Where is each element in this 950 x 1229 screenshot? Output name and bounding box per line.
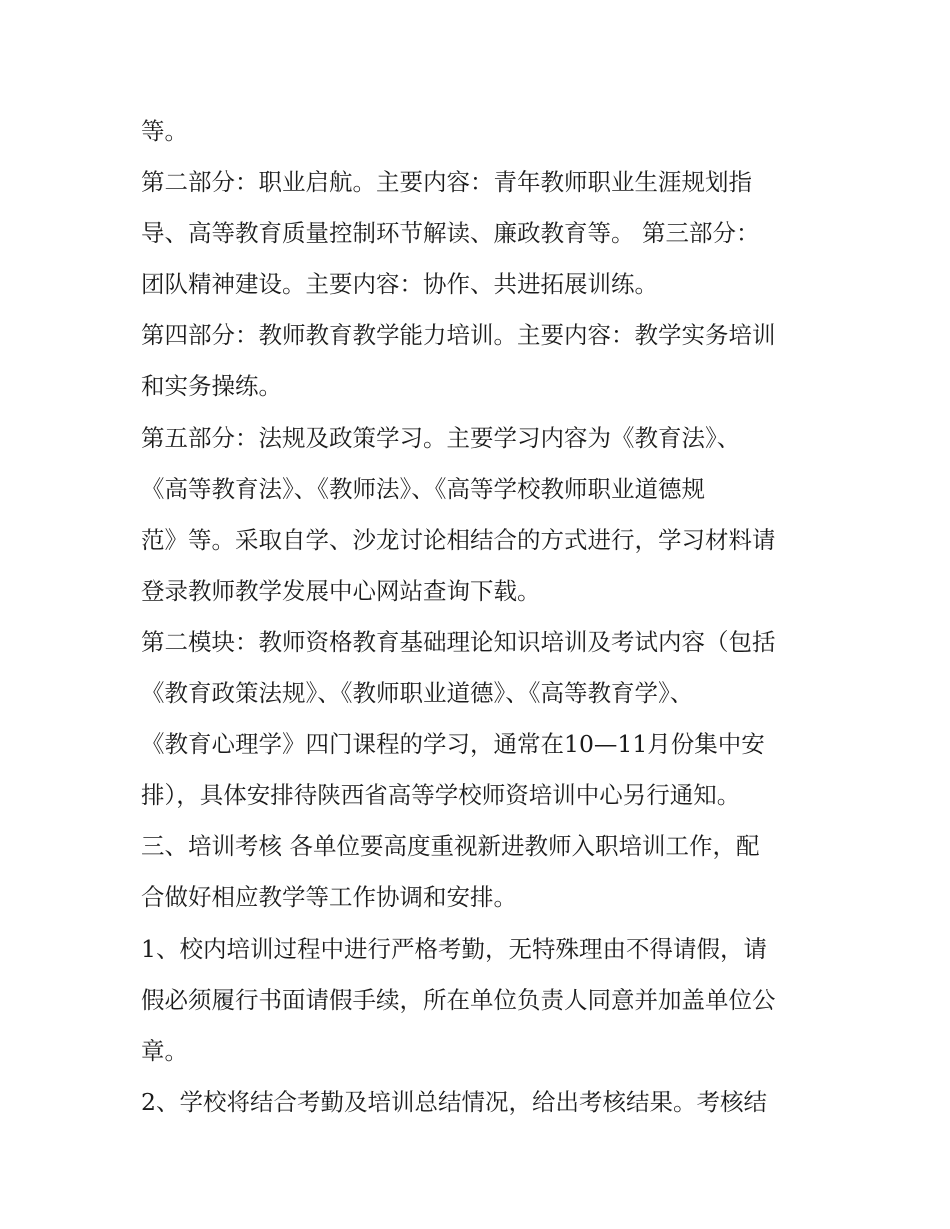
text-line: 《高等教育法》、《教师法》、《高等学校教师职业道德规	[141, 474, 705, 503]
text-line: 假必须履行书面请假手续，所在单位负责人同意并加盖单位公	[141, 985, 776, 1014]
text-line: 合做好相应教学等工作协调和安排。	[141, 883, 517, 912]
text-line: 导、高等教育质量控制环节解读、廉政教育等。 第三部分：	[141, 219, 760, 248]
text-line: 等。	[141, 117, 188, 145]
text-line: 第二模块：教师资格教育基础理论知识培训及考试内容（包括	[141, 627, 776, 656]
text-line: 2、学校将结合考勤及培训总结情况，给出考核结果。考核结	[141, 1087, 767, 1116]
document-body	[141, 106, 831, 1128]
text-line: 第四部分：教师教育教学能力培训。主要内容：教学实务培训	[141, 321, 776, 350]
text-line: 第五部分：法规及政策学习。主要学习内容为《教育法》、	[141, 423, 741, 452]
text-line: 《教育心理学》四门课程的学习，通常在10—11月份集中安	[141, 730, 765, 759]
text-line: 范》等。采取自学、沙龙讨论相结合的方式进行，学习材料请	[141, 525, 776, 554]
text-line: 排），具体安排待陕西省高等学校师资培训中心另行通知。	[141, 781, 741, 810]
text-line: 章。	[141, 1036, 188, 1065]
text-line: 和实务操练。	[141, 372, 282, 401]
text-line: 《教育政策法规》、《教师职业道德》、《高等教育学》、	[141, 679, 694, 708]
text-line: 三、培训考核 各单位要高度重视新进教师入职培训工作，配	[141, 832, 760, 861]
text-line: 1、校内培训过程中进行严格考勤，无特殊理由不得请假，请	[141, 934, 767, 963]
text-line: 团队精神建设。主要内容：协作、共进拓展训练。	[141, 270, 658, 299]
text-line: 登录教师教学发展中心网站查询下载。	[141, 576, 541, 605]
text-line: 第二部分：职业启航。主要内容：青年教师职业生涯规划指	[141, 168, 752, 197]
